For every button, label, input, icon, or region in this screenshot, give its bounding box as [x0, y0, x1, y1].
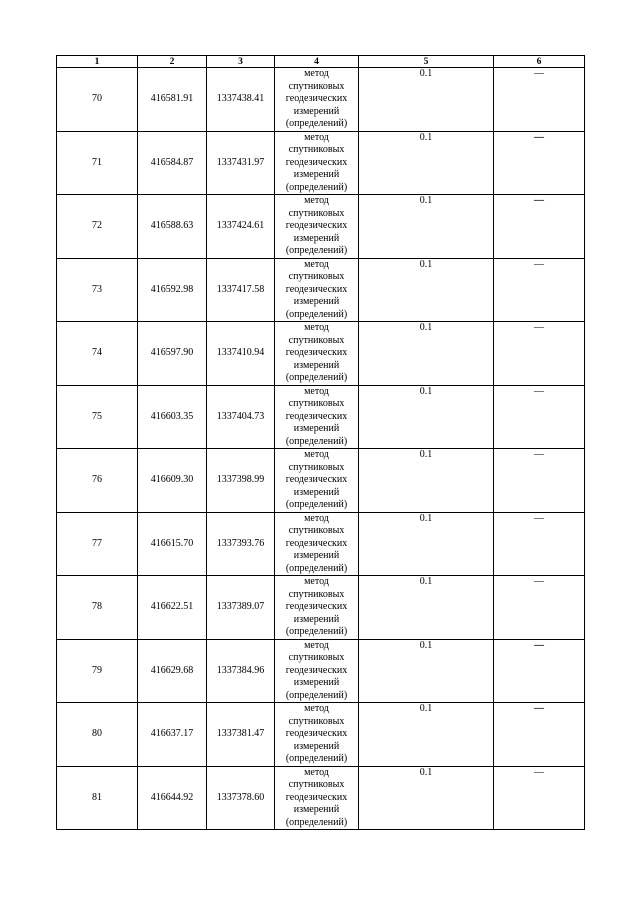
point-number-cell: 81: [57, 766, 138, 830]
method-line: измерений: [293, 169, 340, 180]
method-cell: [275, 512, 359, 576]
table-row: [57, 322, 585, 386]
method-line: измерений: [293, 613, 340, 625]
point-number-cell: 79: [57, 639, 138, 703]
y-coordinate-cell: 1337410.94: [207, 322, 275, 386]
method-line: (определений): [285, 435, 348, 447]
note-value: —: [534, 195, 544, 206]
method-line: измерений: [293, 804, 340, 815]
method-line: (определений): [285, 689, 348, 701]
method-line: геодезических: [285, 93, 348, 104]
method-line: геодезических: [285, 664, 348, 676]
point-number-cell: 77: [57, 512, 138, 576]
y-coordinate-cell: 1337389.07: [207, 576, 275, 640]
method-line: метод: [304, 766, 329, 778]
method-line: измерений: [293, 486, 340, 498]
accuracy-cell: 0.1: [359, 195, 494, 259]
point-number-cell: 73: [57, 258, 138, 322]
method-line: метод: [304, 449, 329, 460]
y-coordinate-cell: 1337404.73: [207, 385, 275, 449]
table-row: [57, 195, 585, 259]
table-header: [57, 56, 585, 68]
table-row: [57, 766, 585, 830]
x-coordinate-cell: 416644.92: [138, 766, 207, 830]
method-line: геодезических: [285, 347, 348, 358]
x-coordinate-cell: 416592.98: [138, 258, 207, 322]
table-row: [57, 385, 585, 449]
method-cell: [275, 639, 359, 703]
method-line: метод: [304, 703, 329, 714]
method-line: спутниковых: [288, 461, 345, 473]
method-line: (определений): [285, 499, 348, 510]
method-line: геодезических: [285, 220, 348, 231]
accuracy-cell: 0.1: [359, 512, 494, 576]
point-number-cell: 70: [57, 68, 138, 132]
table-body: [57, 68, 585, 830]
method-line: метод: [304, 322, 329, 333]
x-coordinate-cell: 416588.63: [138, 195, 207, 259]
method-line: метод: [304, 576, 329, 587]
table-row: [57, 449, 585, 513]
method-line: геодезических: [285, 537, 348, 549]
method-line: спутниковых: [288, 715, 345, 727]
method-line: геодезических: [285, 156, 348, 168]
method-cell: [275, 385, 359, 449]
method-line: спутниковых: [288, 652, 345, 663]
x-coordinate-cell: 416581.91: [138, 68, 207, 132]
method-line: спутниковых: [288, 588, 345, 600]
method-line: спутниковых: [288, 207, 345, 219]
method-line: спутниковых: [288, 525, 345, 536]
x-coordinate-cell: 416637.17: [138, 703, 207, 767]
x-coordinate-cell: 416615.70: [138, 512, 207, 576]
header-row: [57, 56, 585, 68]
y-coordinate-cell: 1337417.58: [207, 258, 275, 322]
table-row: [57, 131, 585, 195]
accuracy-cell: 0.1: [359, 703, 494, 767]
header-col-4: 4: [275, 56, 359, 68]
method-line: спутниковых: [288, 334, 345, 346]
header-col-1: 1: [57, 56, 138, 68]
x-coordinate-cell: 416603.35: [138, 385, 207, 449]
header-col-5: 5: [359, 56, 494, 68]
method-line: метод: [304, 385, 329, 397]
accuracy-cell: 0.1: [359, 385, 494, 449]
accuracy-cell: 0.1: [359, 68, 494, 132]
method-line: метод: [304, 131, 329, 143]
note-value: —: [534, 766, 544, 778]
method-line: метод: [304, 512, 329, 524]
point-number-cell: 74: [57, 322, 138, 386]
accuracy-cell: 0.1: [359, 639, 494, 703]
y-coordinate-cell: 1337431.97: [207, 131, 275, 195]
method-line: метод: [304, 68, 329, 79]
method-line: геодезических: [285, 791, 348, 803]
y-coordinate-cell: 1337384.96: [207, 639, 275, 703]
method-line: геодезических: [285, 474, 348, 485]
y-coordinate-cell: 1337381.47: [207, 703, 275, 767]
method-line: спутниковых: [288, 144, 345, 155]
y-coordinate-cell: 1337393.76: [207, 512, 275, 576]
note-cell: [494, 195, 585, 259]
point-number-cell: 80: [57, 703, 138, 767]
y-coordinate-cell: 1337424.61: [207, 195, 275, 259]
note-value: —: [534, 512, 544, 524]
method-cell: [275, 449, 359, 513]
method-line: измерений: [293, 550, 340, 561]
method-line: измерений: [293, 296, 340, 307]
x-coordinate-cell: 416584.87: [138, 131, 207, 195]
coordinates-table: [56, 55, 585, 830]
note-value: —: [534, 385, 544, 397]
method-line: метод: [304, 195, 329, 206]
method-cell: [275, 576, 359, 640]
note-value: —: [534, 322, 544, 333]
x-coordinate-cell: 416622.51: [138, 576, 207, 640]
method-cell: [275, 766, 359, 830]
method-line: (определений): [285, 181, 348, 193]
method-line: геодезических: [285, 283, 348, 295]
method-line: геодезических: [285, 728, 348, 739]
method-cell: [275, 258, 359, 322]
note-cell: [494, 258, 585, 322]
method-line: (определений): [285, 308, 348, 320]
table-row: [57, 576, 585, 640]
method-line: (определений): [285, 626, 348, 637]
accuracy-cell: 0.1: [359, 576, 494, 640]
method-line: метод: [304, 258, 329, 270]
header-col-3: 3: [207, 56, 275, 68]
method-line: измерений: [293, 423, 340, 434]
note-value: —: [534, 449, 544, 460]
method-line: спутниковых: [288, 398, 345, 409]
method-line: (определений): [285, 816, 348, 828]
point-number-cell: 71: [57, 131, 138, 195]
method-line: измерений: [293, 232, 340, 244]
note-cell: [494, 131, 585, 195]
y-coordinate-cell: 1337438.41: [207, 68, 275, 132]
method-line: измерений: [293, 359, 340, 371]
method-line: (определений): [285, 753, 348, 764]
note-cell: [494, 639, 585, 703]
method-line: (определений): [285, 562, 348, 574]
y-coordinate-cell: 1337378.60: [207, 766, 275, 830]
header-col-2: 2: [138, 56, 207, 68]
table-row: [57, 258, 585, 322]
table-row: [57, 512, 585, 576]
note-cell: [494, 703, 585, 767]
header-col-6: 6: [494, 56, 585, 68]
note-cell: [494, 322, 585, 386]
note-cell: [494, 512, 585, 576]
method-line: (определений): [285, 245, 348, 256]
accuracy-cell: 0.1: [359, 766, 494, 830]
method-line: метод: [304, 639, 329, 651]
note-cell: [494, 576, 585, 640]
method-line: измерений: [293, 105, 340, 117]
y-coordinate-cell: 1337398.99: [207, 449, 275, 513]
note-cell: [494, 766, 585, 830]
note-cell: [494, 68, 585, 132]
note-value: —: [534, 703, 544, 714]
table-row: [57, 703, 585, 767]
accuracy-cell: 0.1: [359, 258, 494, 322]
method-cell: [275, 195, 359, 259]
method-cell: [275, 322, 359, 386]
method-line: (определений): [285, 118, 348, 129]
method-line: измерений: [293, 677, 340, 688]
point-number-cell: 72: [57, 195, 138, 259]
method-line: измерений: [293, 740, 340, 752]
note-cell: [494, 449, 585, 513]
method-line: спутниковых: [288, 271, 345, 282]
accuracy-cell: 0.1: [359, 322, 494, 386]
point-number-cell: 76: [57, 449, 138, 513]
method-line: геодезических: [285, 601, 348, 612]
x-coordinate-cell: 416609.30: [138, 449, 207, 513]
x-coordinate-cell: 416597.90: [138, 322, 207, 386]
accuracy-cell: 0.1: [359, 449, 494, 513]
method-cell: [275, 131, 359, 195]
point-number-cell: 75: [57, 385, 138, 449]
method-line: спутниковых: [288, 779, 345, 790]
note-value: —: [534, 131, 544, 143]
note-value: —: [534, 258, 544, 270]
note-value: —: [534, 576, 544, 587]
method-cell: [275, 703, 359, 767]
method-line: спутниковых: [288, 80, 345, 92]
note-cell: [494, 385, 585, 449]
method-line: геодезических: [285, 410, 348, 422]
accuracy-cell: 0.1: [359, 131, 494, 195]
x-coordinate-cell: 416629.68: [138, 639, 207, 703]
method-line: (определений): [285, 372, 348, 383]
point-number-cell: 78: [57, 576, 138, 640]
table-row: [57, 639, 585, 703]
table-row: [57, 68, 585, 132]
note-value: —: [534, 68, 544, 79]
method-cell: [275, 68, 359, 132]
note-value: —: [534, 639, 544, 651]
